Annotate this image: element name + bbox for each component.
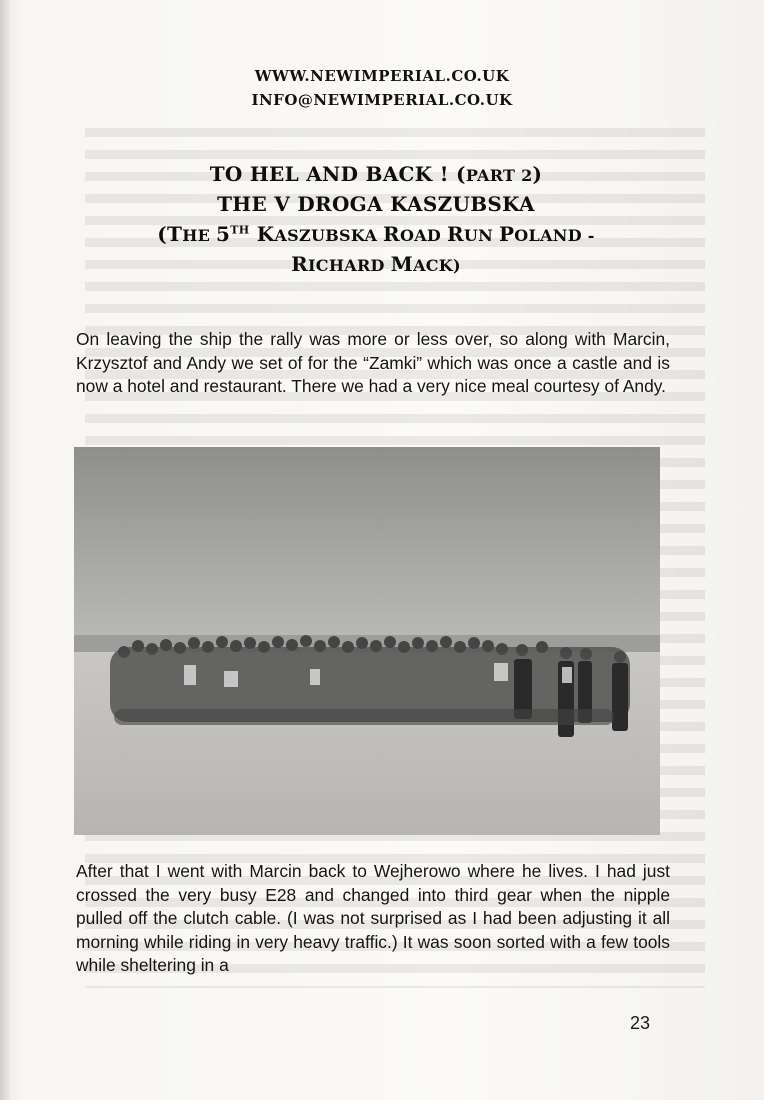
article-title-line-2: THE V DROGA KASZUBSKA	[217, 192, 535, 216]
author-a: R	[291, 252, 309, 276]
sub-g: OAD	[399, 226, 447, 245]
sub-sup: TH	[230, 223, 250, 237]
title-text: TO HEL AND BACK ! (	[209, 162, 466, 186]
email-header: INFO@NEWIMPERIAL.CO.UK	[251, 91, 513, 109]
title-part: PART 2	[465, 166, 533, 185]
website-header: WWW.NEWIMPERIAL.CO.UK	[254, 67, 510, 85]
group-photo-image	[74, 447, 660, 835]
group-photo-beach	[74, 447, 660, 835]
article-subtitle-line-1	[0, 222, 752, 246]
article-title-line-1	[0, 162, 752, 186]
sub-h: R	[446, 222, 464, 246]
sub-c: 5	[216, 222, 231, 246]
author-c: M	[390, 252, 414, 276]
sub-i: UN	[463, 226, 499, 245]
sub-b: HE	[182, 226, 217, 245]
sub-f: R	[383, 222, 400, 246]
sub-a: (T	[157, 222, 183, 246]
author-d: ACK)	[413, 256, 461, 275]
article-subtitle-line-2	[0, 252, 752, 276]
author-b: ICHARD	[308, 256, 391, 275]
sub-d: K	[249, 222, 275, 246]
body-paragraph-1: On leaving the ship the rally was more or less over, so along with Marcin, Krzysztof and Andy we set of for the “Zamki” which was once a castle and is now a hotel and restaurant. There we had a very nice meal courtesy of Andy.	[76, 329, 670, 396]
sub-k: OLAND -	[514, 226, 595, 245]
sub-j: P	[498, 222, 515, 246]
body-paragraph-2: After that I went with Marcin back to Wejherowo where he lives. I had just crossed the very busy E28 and changed into third gear when the nipple pulled off the clutch cable. (I was not surprised as I had been adjusting it all morning while riding in very heavy traffic.) It was soon sorted with a few tools while sheltering in a	[76, 861, 670, 975]
title-close: )	[532, 162, 543, 186]
sub-e: ASZUBSKA	[274, 226, 384, 245]
page-number: 23	[630, 1013, 651, 1033]
